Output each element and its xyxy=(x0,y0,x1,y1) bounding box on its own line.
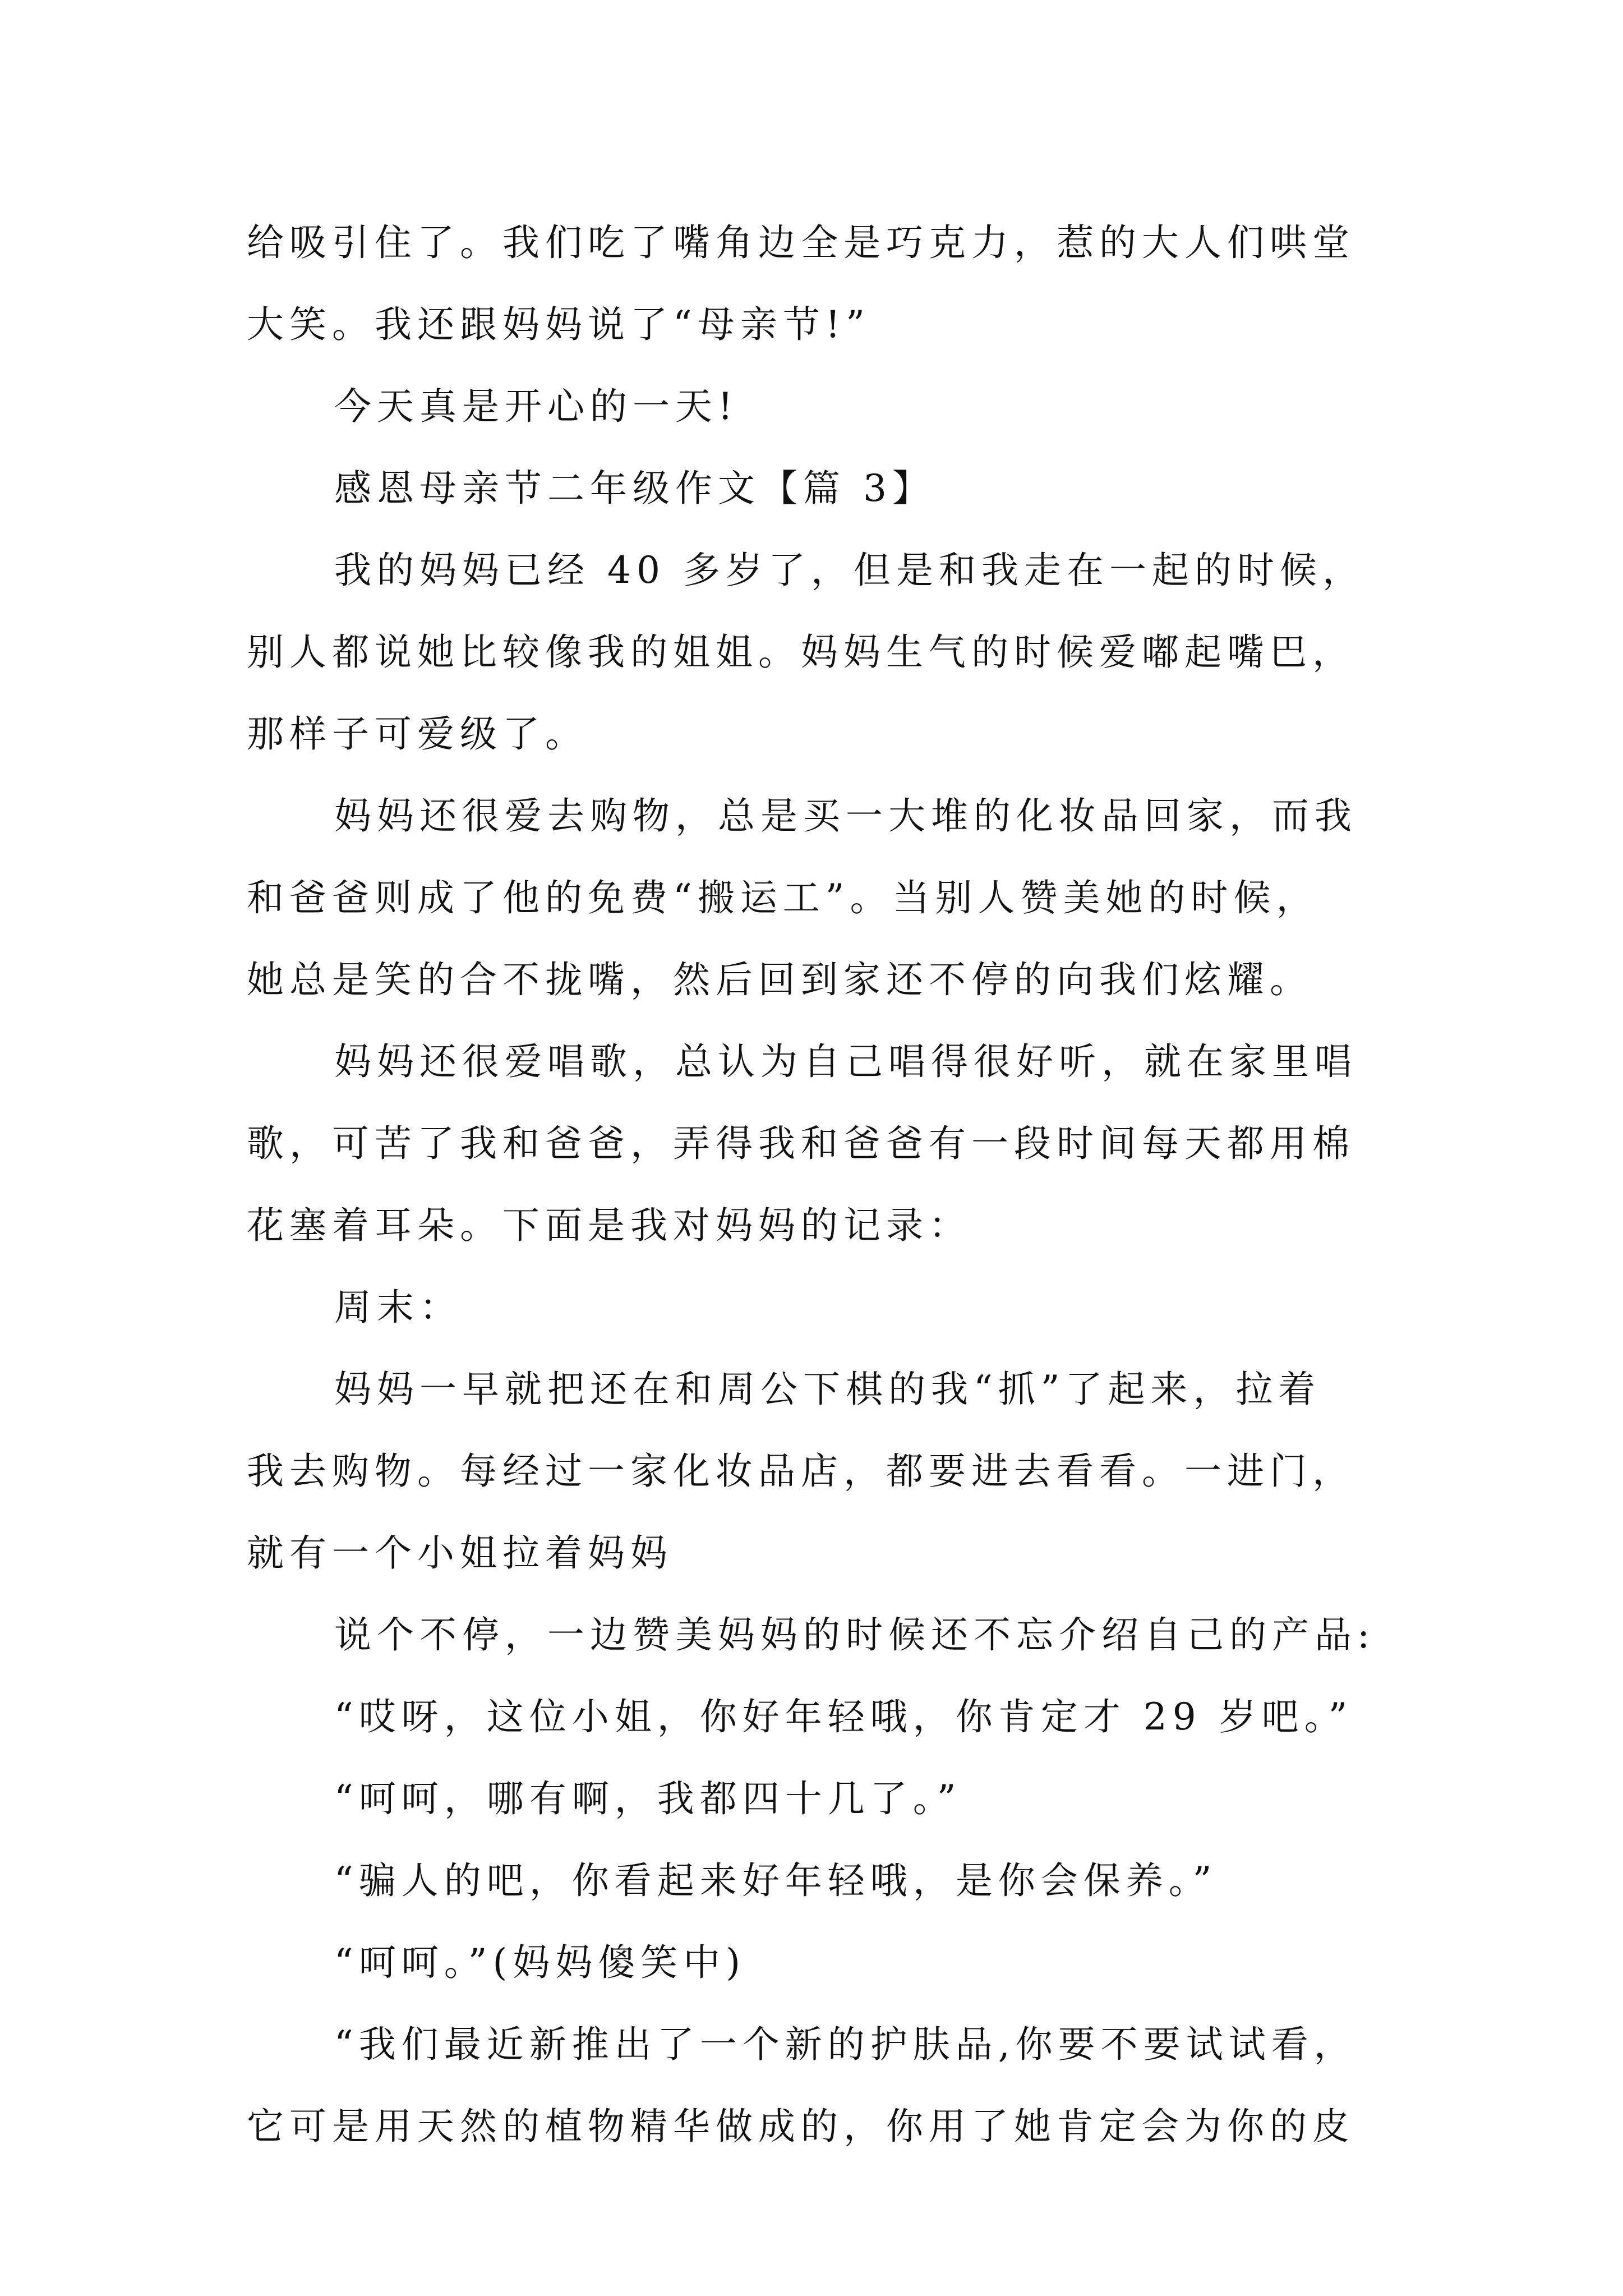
text-line: 花塞着耳朵。下面是我对妈妈的记录： xyxy=(247,1204,971,1247)
text-line: 大笑。我还跟妈妈说了“母亲节!” xyxy=(247,303,871,346)
dialogue-line: “哎呀，这位小姐，你好年轻哦，你肯定才 29 岁吧。” xyxy=(334,1695,1353,1738)
section-heading: 感恩母亲节二年级作文【篇 3】 xyxy=(334,467,935,510)
text-line: 和爸爸则成了他的免费“搬运工”。当别人赞美她的时候， xyxy=(247,876,1319,919)
dialogue-line: “呵呵。”(妈妈傻笑中) xyxy=(334,1941,746,1984)
dialogue-line: “骗人的吧，你看起来好年轻哦，是你会保养。” xyxy=(334,1859,1218,1902)
text-line: 我去购物。每经过一家化妆品店，都要进去看看。一进门， xyxy=(247,1450,1355,1493)
text-line: 那样子可爱级了。 xyxy=(247,712,588,756)
text-line: 它可是用天然的植物精华做成的，你用了她肯定会为你的皮 xyxy=(247,2105,1355,2148)
dialogue-line: “呵呵，哪有啊，我都四十几了。” xyxy=(334,1777,962,1820)
text-line: 别人都说她比较像我的姐姐。妈妈生气的时候爱嘟起嘴巴， xyxy=(247,631,1355,674)
text-line: 歌，可苦了我和爸爸，弄得我和爸爸有一段时间每天都用棉 xyxy=(247,1122,1355,1165)
text-line: 妈妈一早就把还在和周公下棋的我“抓”了起来，拉着 xyxy=(334,1368,1321,1411)
document-body xyxy=(247,202,1391,2168)
text-line: 给吸引住了。我们吃了嘴角边全是巧克力，惹的大人们哄堂 xyxy=(247,221,1355,264)
text-line: 我的妈妈已经 40 多岁了，但是和我走在一起的时候， xyxy=(334,549,1365,592)
text-line: 说个不停，一边赞美妈妈的时候还不忘介绍自己的产品: xyxy=(334,1613,1376,1657)
dialogue-line: “我们最近新推出了一个新的护肤品,你要不要试试看， xyxy=(334,2023,1357,2066)
text-line: 妈妈还很爱去购物，总是买一大堆的化妆品回家，而我 xyxy=(334,794,1357,838)
text-line: 就有一个小姐拉着妈妈 xyxy=(247,1531,673,1575)
text-line: 周末： xyxy=(334,1286,462,1329)
text-line: 妈妈还很爱唱歌，总认为自己唱得很好听，就在家里唱 xyxy=(334,1040,1357,1083)
text-line: 今天真是开心的一天! xyxy=(334,385,739,428)
text-line: 她总是笑的合不拢嘴，然后回到家还不停的向我们炫耀。 xyxy=(247,958,1312,1001)
